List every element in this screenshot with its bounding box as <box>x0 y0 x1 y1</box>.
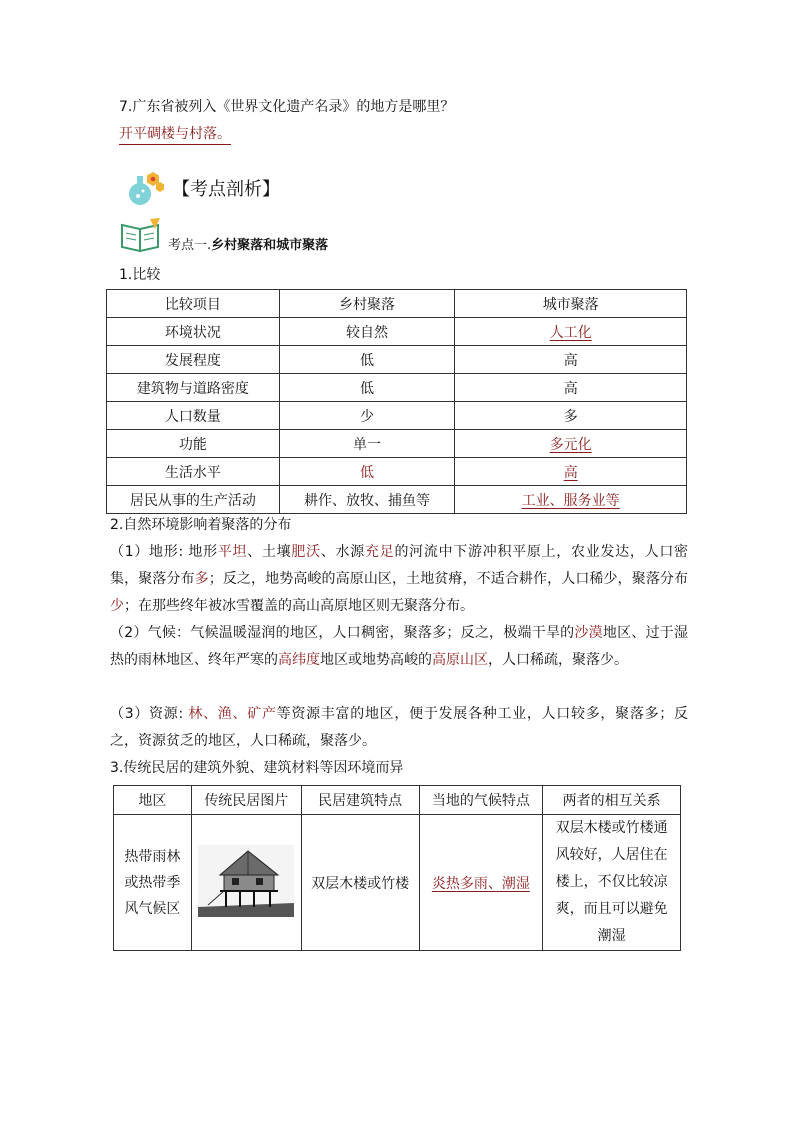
open-book-icon <box>120 217 164 253</box>
table-cell: 人口数量 <box>107 402 280 430</box>
table-row <box>107 430 687 458</box>
table-cell: 高 <box>455 458 687 486</box>
cell-picture <box>191 815 301 951</box>
header-feature: 民居建筑特点 <box>301 786 419 815</box>
table-cell: 低 <box>279 458 455 486</box>
cell-climate: 炎热多雨、潮湿 <box>419 815 543 951</box>
header-relation: 两者的相互关系 <box>543 786 681 815</box>
question-text: 7.广东省被列入《世界文化遗产名录》的地方是哪里？ <box>119 99 455 115</box>
table-cell: 低 <box>279 346 455 374</box>
table-cell: 发展程度 <box>107 346 280 374</box>
cell-region: 热带雨林或热带季风气候区 <box>114 815 192 951</box>
dwelling-table <box>113 785 681 951</box>
table-cell: 环境状况 <box>107 318 280 346</box>
table-cell: 生活水平 <box>107 458 280 486</box>
table-row <box>107 486 687 514</box>
topic-title: 乡村聚落和城市聚落 <box>211 238 329 253</box>
section-title: 【考点剖析】 <box>172 179 280 200</box>
table-cell: 耕作、放牧、捕鱼等 <box>279 486 455 514</box>
table-row <box>107 318 687 346</box>
cell-feature: 双层木楼或竹楼 <box>301 815 419 951</box>
topic-prefix: 考点一. <box>168 238 212 253</box>
answer-text: 开平碉楼与村落。 <box>119 123 231 145</box>
heading-comparison: 1.比较 <box>119 267 161 283</box>
table-cell: 比较项目 <box>107 290 280 318</box>
table-row <box>107 346 687 374</box>
comparison-table <box>106 289 687 514</box>
table-cell: 城市聚落 <box>455 290 687 318</box>
table-header-row <box>107 290 687 318</box>
table-cell: 高 <box>455 374 687 402</box>
heading-dwellings: 3.传统民居的建筑外貌、建筑材料等因环境而异 <box>110 760 404 776</box>
table-row <box>107 458 687 486</box>
stilt-house-image <box>198 845 294 917</box>
table-cell: 功能 <box>107 430 280 458</box>
header-picture: 传统民居图片 <box>191 786 301 815</box>
paragraph-climate: （2）气候：气候温暖湿润的地区，人口稠密，聚落多；反之，极端干旱的沙漠地区、过于湿热的雨林地区、终年严寒的高纬度地区或地势高峻的高原山区，人口稀疏，聚落少。 <box>110 625 689 668</box>
paragraph-terrain: （1）地形: 地形平坦、土壤肥沃、水源充足的河流中下游冲积平原上，农业发达，人口密集，聚落分布多；反之，地势高峻的高原山区，土地贫瘠，不适合耕作，人口稀少，聚落分布少；在那些终年被冰雪覆盖的高山高原地区则无聚落分布。 <box>110 544 689 614</box>
table-cell: 居民从事的生产活动 <box>107 486 280 514</box>
table-cell: 较自然 <box>279 318 455 346</box>
topic-heading <box>120 217 328 253</box>
section-heading <box>126 168 280 208</box>
table-cell: 人工化 <box>455 318 687 346</box>
table-cell: 多 <box>455 402 687 430</box>
table-row <box>107 374 687 402</box>
paragraph-resources: （3）资源: 林、渔、矿产等资源丰富的地区，便于发展各种工业，人口较多，聚落多；反之，资源贫乏的地区，人口稀疏，聚落少。 <box>110 706 689 749</box>
table-cell: 工业、服务业等 <box>455 486 687 514</box>
lab-flask-icon <box>126 168 166 208</box>
table-cell: 低 <box>279 374 455 402</box>
heading-distribution: 2.自然环境影响着聚落的分布 <box>110 517 292 533</box>
table-cell: 少 <box>279 402 455 430</box>
table-cell: 乡村聚落 <box>279 290 455 318</box>
cell-relation: 双层木楼或竹楼通风较好，人居住在楼上，不仅比较凉爽，而且可以避免潮湿 <box>543 815 681 951</box>
header-region: 地区 <box>114 786 192 815</box>
table-row <box>107 402 687 430</box>
table-cell: 多元化 <box>455 430 687 458</box>
table-cell: 单一 <box>279 430 455 458</box>
table-cell: 建筑物与道路密度 <box>107 374 280 402</box>
table-cell: 高 <box>455 346 687 374</box>
header-climate: 当地的气候特点 <box>419 786 543 815</box>
